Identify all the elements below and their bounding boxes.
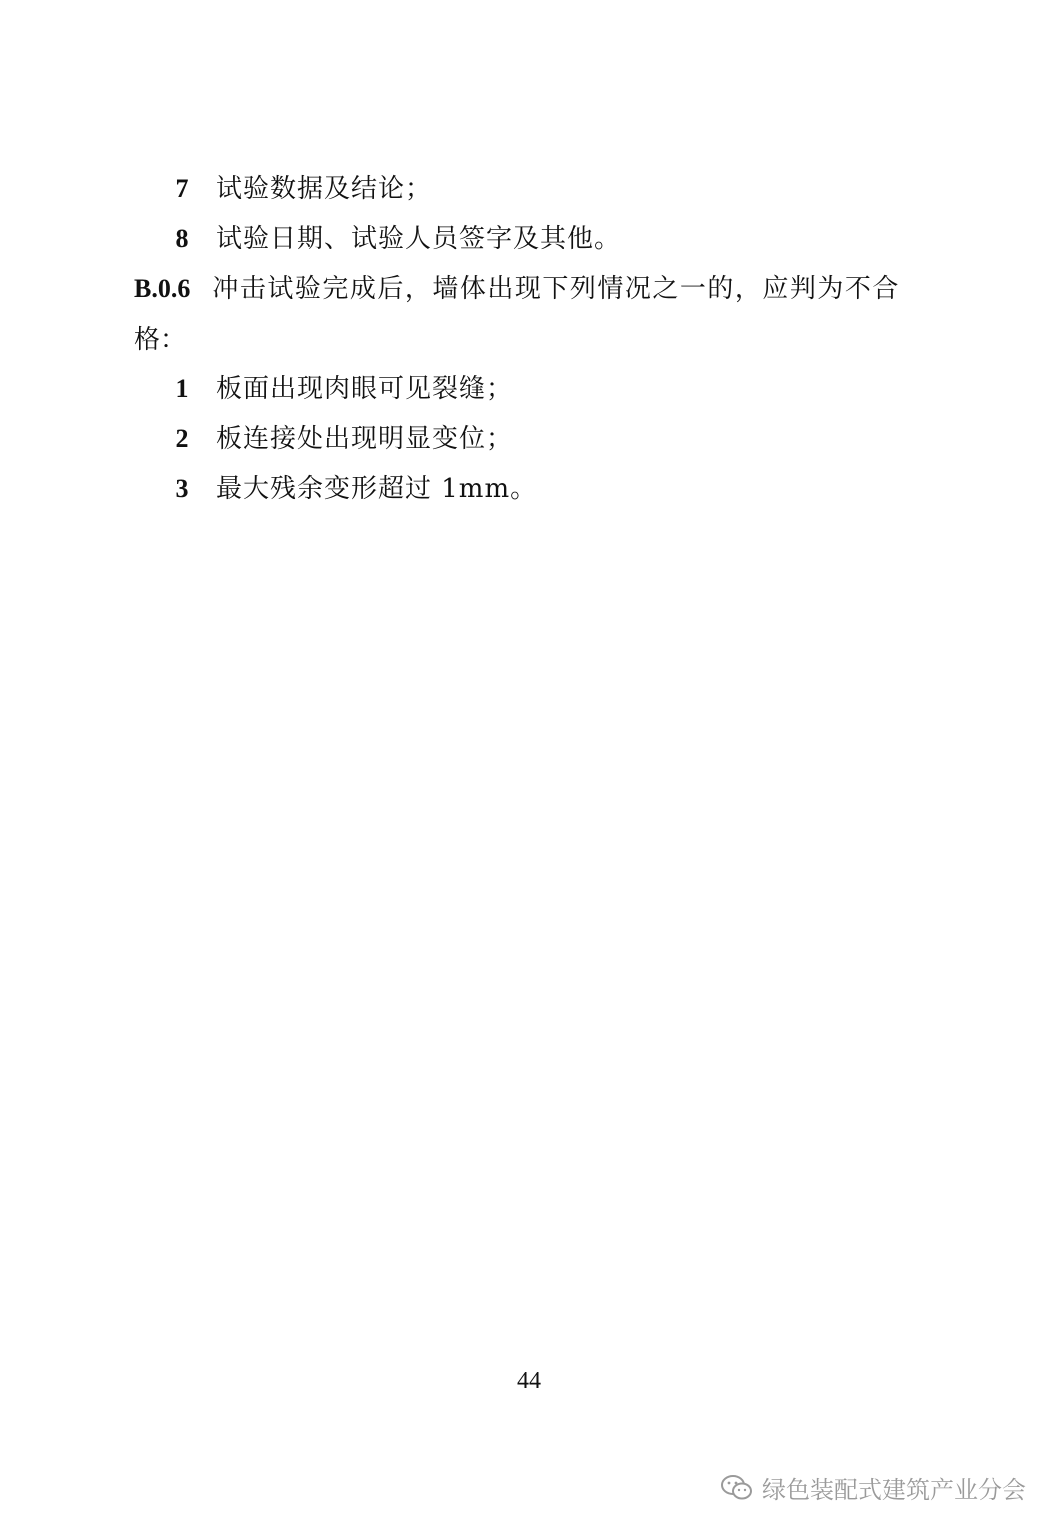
clause-b06-line2 bbox=[134, 323, 186, 357]
list-item-3 bbox=[168, 472, 537, 506]
list-item-8 bbox=[168, 222, 621, 256]
page-number: 44 bbox=[517, 1368, 541, 1394]
list-item-7 bbox=[168, 172, 432, 206]
item-text: 板连接处出现明显变位； bbox=[216, 424, 514, 454]
item-text: 板面出现肉眼可见裂缝； bbox=[216, 374, 514, 404]
list-item-2 bbox=[168, 422, 513, 456]
clause-number: B.0.6 bbox=[134, 274, 191, 303]
list-item-1 bbox=[168, 372, 513, 406]
clause-text: 冲击试验完成后，墙体出现下列情况之一的，应判为不合 bbox=[212, 274, 900, 304]
item-text: 试验数据及结论； bbox=[216, 174, 433, 204]
item-number: 1 bbox=[175, 374, 189, 403]
item-number: 2 bbox=[175, 424, 189, 453]
item-number: 7 bbox=[175, 174, 189, 203]
clause-b06-line1 bbox=[134, 272, 900, 306]
wechat-icon bbox=[720, 1474, 754, 1502]
item-text: 试验日期、试验人员签字及其他。 bbox=[216, 224, 622, 254]
item-number: 3 bbox=[175, 474, 189, 503]
watermark-text: 绿色装配式建筑产业分会 bbox=[762, 1476, 1026, 1504]
clause-text-continued: 格： bbox=[134, 325, 187, 355]
item-number: 8 bbox=[175, 224, 189, 253]
item-text: 最大残余变形超过 1mm。 bbox=[216, 474, 538, 504]
watermark bbox=[720, 1470, 1026, 1505]
